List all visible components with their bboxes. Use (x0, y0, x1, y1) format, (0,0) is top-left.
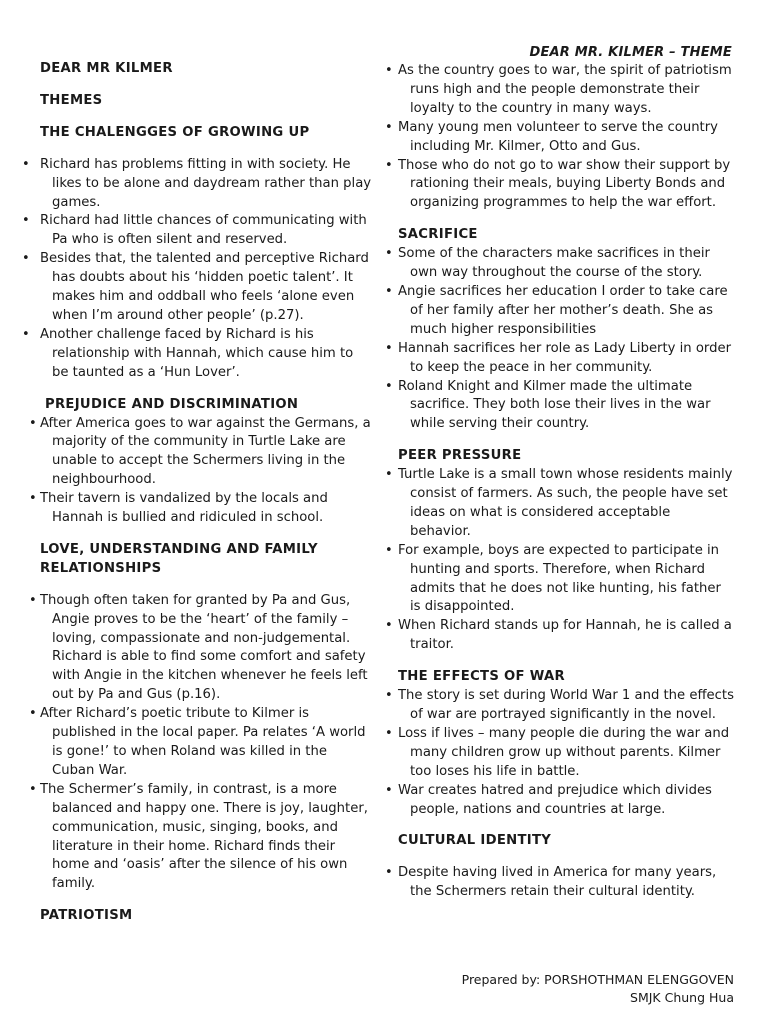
bullet-icon: • (385, 618, 393, 634)
prepared-by: Prepared by: PORSHOTHMAN ELENGGOVEN (461, 972, 734, 987)
bullet-list-effects-of-war (385, 687, 735, 819)
bullet-icon: • (22, 213, 30, 229)
list-item: • Though often taken for granted by Pa and Gus, Angie proves to be the ‘heart’ of the family – loving, compassionate and non-judgemental. Richard is able to find some comfort and safety with Angie in the kitchen whenever he feels left out by Pa and Gus (p.16). (29, 592, 368, 703)
list-item: • Hannah sacrifices her role as Lady Liberty in order to keep the peace in her community. (385, 340, 732, 375)
list-item: • Some of the characters make sacrifices in their own way throughout the course of the story. (385, 246, 710, 281)
bullet-icon: • (385, 63, 393, 78)
bullet-icon: • (385, 378, 393, 394)
list-item: • After Richard’s poetic tribute to Kilmer is published in the local paper. Pa relates ‘A world is gone!’ to when Roland was killed in the Cuban War. (29, 706, 366, 778)
section-heading-sacrifice: SACRIFICE (398, 227, 478, 243)
left-column (20, 60, 372, 926)
bullet-icon: • (29, 781, 37, 797)
bullet-icon: • (385, 688, 393, 704)
bullet-list-cultural-identity (385, 864, 735, 902)
bullet-icon: • (385, 340, 393, 356)
bullet-icon: • (29, 491, 37, 507)
bullet-icon: • (22, 251, 30, 267)
section-heading-effects-of-war: THE EFFECTS OF WAR (398, 669, 565, 685)
list-item: • The story is set during World War 1 and the effects of war are portrayed significantly in the novel. (385, 688, 734, 722)
bullet-icon: • (29, 706, 37, 722)
bullet-icon: • (22, 326, 30, 342)
bullet-icon: • (29, 592, 37, 608)
list-item: • Turtle Lake is a small town whose residents mainly consist of farmers. As such, the people have set ideas on what is considered acceptable behavior. (385, 467, 733, 539)
section-heading-prejudice: PREJUDICE AND DISCRIMINATION (45, 396, 299, 412)
list-item: • Their tavern is vandalized by the locals and Hannah is bullied and ridiculed in school. (29, 491, 328, 526)
list-item: • Besides that, the talented and perceptive Richard has doubts about his ‘hidden poetic talent’. It makes him and oddball who feels ‘alone even when I’m around other people’ (p.27). (22, 251, 369, 323)
bullet-icon: • (29, 415, 37, 431)
bullet-icon: • (385, 119, 393, 135)
bullet-list-family (20, 592, 372, 895)
section-heading-family: LOVE, UNDERSTANDING AND FAMILY RELATIONSHIPS (40, 541, 318, 576)
bullet-icon: • (385, 865, 393, 881)
bullet-icon: • (385, 467, 393, 483)
list-item: • After America goes to war against the Germans, a majority of the community in Turtle Lake are unable to accept the Schermers living in the neighbourhood. (29, 415, 371, 488)
footer (462, 971, 734, 1007)
list-item: • When Richard stands up for Hannah, he is called a traitor. (385, 618, 732, 653)
bullet-icon: • (385, 542, 393, 558)
section-heading-peer-pressure: PEER PRESSURE (398, 448, 522, 464)
section-heading-patriotism: PATRIOTISM (40, 908, 133, 924)
document-title: DEAR MR KILMER (40, 61, 173, 76)
bullet-list-patriotism (385, 62, 735, 213)
school-name: SMJK Chung Hua (630, 990, 734, 1005)
bullet-icon: • (385, 157, 393, 173)
section-heading-growing-up: THE CHALENGGES OF GROWING UP (40, 124, 310, 140)
list-item: • Roland Knight and Kilmer made the ultimate sacrifice. They both lose their lives in the war while serving their country. (385, 378, 711, 432)
themes-label: THEMES (40, 92, 103, 108)
list-item: • Another challenge faced by Richard is his relationship with Hannah, which cause him to be taunted as a ‘Hun Lover’. (22, 326, 354, 380)
list-item: • For example, boys are expected to participate in hunting and sports. Therefore, when Richard admits that he does not like hunting, his father is disappointed. (385, 542, 721, 615)
bullet-icon: • (385, 725, 393, 741)
right-column (385, 62, 735, 902)
bullet-icon: • (22, 156, 30, 172)
bullet-list-growing-up (20, 156, 372, 383)
list-item: • Many young men volunteer to serve the country including Mr. Kilmer, Otto and Gus. (385, 119, 718, 154)
bullet-list-sacrifice (385, 245, 735, 434)
list-item: • Angie sacrifices her education I order to take care of her family after her mother’s death. She as much higher responsibilities (385, 283, 728, 337)
bullet-list-peer-pressure (385, 466, 735, 655)
bullet-icon: • (385, 782, 393, 798)
section-heading-cultural-identity: CULTURAL IDENTITY (398, 833, 552, 849)
page-header: DEAR MR. KILMER – THEME (529, 45, 732, 60)
list-item: • Richard has problems fitting in with society. He likes to be alone and daydream rather than play games. (22, 156, 372, 210)
bullet-icon: • (385, 283, 393, 299)
list-item: • Richard had little chances of communicating with Pa who is often silent and reserved. (22, 213, 367, 248)
list-item: • Despite having lived in America for many years, the Schermers retain their cultural identity. (385, 865, 717, 900)
list-item: • Those who do not go to war show their support by rationing their meals, buying Liberty Bonds and organizing programmes to help the war effort. (385, 157, 731, 211)
list-item: • Loss if lives – many people die during the war and many children grow up without parents. Kilmer too loses his life in battle. (385, 725, 730, 779)
list-item: • War creates hatred and prejudice which divides people, nations and countries at large. (385, 782, 712, 817)
bullet-icon: • (385, 246, 393, 262)
list-item: • As the country goes to war, the spirit of patriotism runs high and the people demonstrate their loyalty to the country in many ways. (385, 63, 732, 116)
list-item: • The Schermer’s family, in contrast, is a more balanced and happy one. There is joy, laughter, communication, music, singing, books, and literature in their home. Richard finds their home and ‘oasis’ after the silence of his own family. (29, 781, 368, 892)
bullet-list-prejudice (20, 415, 372, 528)
